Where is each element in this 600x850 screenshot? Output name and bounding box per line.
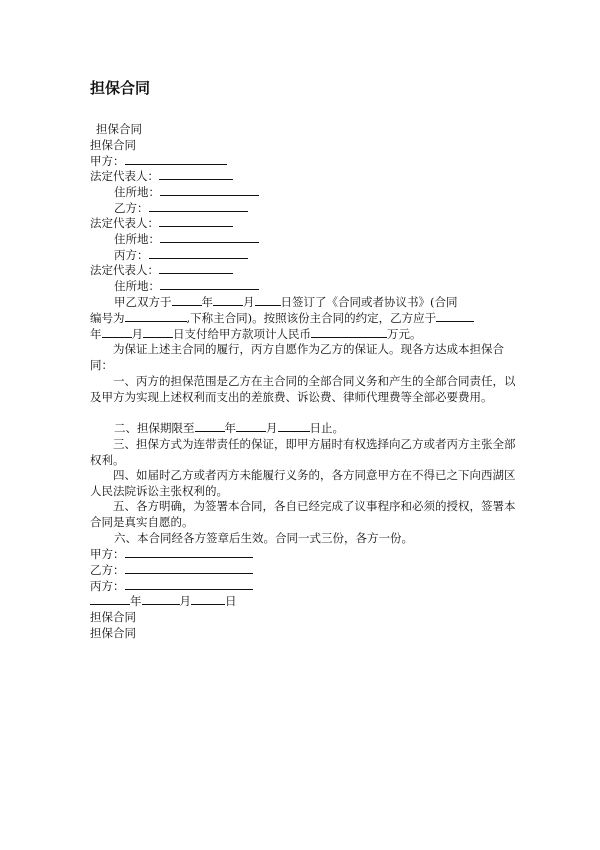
p1-month-blank[interactable] bbox=[213, 294, 243, 306]
party-a-rep-line bbox=[90, 168, 520, 184]
document-title: 担保合同 bbox=[90, 79, 151, 97]
party-a-address-blank[interactable] bbox=[160, 184, 259, 196]
p1-day-blank[interactable] bbox=[255, 294, 281, 306]
p1-text-10: 万元。 bbox=[387, 327, 422, 341]
clause-6: 六、本合同经各方签章后生效。合同一式三份，各方一份。 bbox=[114, 531, 413, 545]
p1-text-4: 日签订了《合同或者协议书》(合同 bbox=[280, 295, 458, 309]
party-a-address-label: 住所地： bbox=[114, 185, 160, 199]
party-b-address-line bbox=[114, 231, 544, 247]
p1-text-6: ,下称主合同)。按照该份主合同的约定，乙方应于 bbox=[186, 311, 437, 325]
clause-2 bbox=[114, 420, 544, 436]
sign-a-blank[interactable] bbox=[125, 546, 253, 558]
party-b-rep-label: 法定代表人： bbox=[90, 216, 159, 230]
p1-pay-day-blank[interactable] bbox=[143, 326, 173, 338]
party-a-label: 甲方： bbox=[90, 154, 125, 168]
clause-4: 四、如届时乙方或者丙方未能履行义务的，各方同意甲方在不得已之下向西湖区人民法院诉讼主张权利的。 bbox=[90, 468, 516, 498]
sign-year-label: 年 bbox=[130, 594, 142, 608]
p1-text-2: 年 bbox=[201, 295, 213, 309]
p1-amount-blank[interactable] bbox=[311, 326, 387, 338]
party-b-rep-blank[interactable] bbox=[159, 215, 233, 227]
clause-2-text-4: 日止。 bbox=[309, 421, 344, 435]
party-b-address-blank[interactable] bbox=[160, 231, 259, 243]
sign-day-label: 日 bbox=[225, 594, 237, 608]
p1-text-7: 年 bbox=[90, 327, 102, 341]
header-line-2: 担保合同 bbox=[90, 138, 136, 152]
party-c-address-label: 住所地： bbox=[114, 279, 160, 293]
party-c-rep-blank[interactable] bbox=[159, 262, 233, 274]
footer-line-1: 担保合同 bbox=[90, 610, 136, 624]
party-c-address-line bbox=[114, 278, 544, 294]
p1-text-3: 月 bbox=[243, 295, 255, 309]
clause-2-month-blank[interactable] bbox=[236, 420, 266, 432]
clause-2-text-1: 二、担保期限至 bbox=[114, 421, 195, 435]
clause-2-text-3: 月 bbox=[266, 421, 278, 435]
footer-line-2: 担保合同 bbox=[90, 626, 136, 640]
p1-line-2 bbox=[90, 310, 520, 326]
sign-day-blank[interactable] bbox=[191, 593, 225, 605]
sign-year-blank[interactable] bbox=[90, 593, 130, 605]
party-c-line bbox=[114, 247, 544, 263]
header-line-1: 担保合同 bbox=[96, 122, 142, 136]
party-c-rep-label: 法定代表人： bbox=[90, 263, 159, 277]
p1-line-3 bbox=[90, 326, 520, 342]
party-b-address-label: 住所地： bbox=[114, 232, 160, 246]
sign-a-label: 甲方： bbox=[90, 547, 125, 561]
sign-month-label: 月 bbox=[179, 594, 191, 608]
sign-month-blank[interactable] bbox=[142, 593, 180, 605]
sign-b-line bbox=[90, 562, 520, 578]
p1-pay-month-blank[interactable] bbox=[102, 326, 132, 338]
p1-year-blank[interactable] bbox=[172, 294, 202, 306]
party-a-line bbox=[90, 153, 520, 169]
p1-text-5: 编号为 bbox=[90, 311, 125, 325]
p1-number-blank[interactable] bbox=[125, 310, 187, 322]
party-a-address-line bbox=[114, 184, 544, 200]
party-c-label: 丙方： bbox=[114, 248, 149, 262]
party-a-rep-blank[interactable] bbox=[159, 168, 233, 180]
sign-date-line bbox=[90, 593, 520, 609]
paragraph-2: 为保证上述主合同的履行，丙方自愿作为乙方的保证人。现各方达成本担保合同： bbox=[90, 342, 504, 372]
p1-line-1 bbox=[114, 294, 544, 310]
sign-c-line bbox=[90, 578, 520, 594]
p1-pay-year-blank[interactable] bbox=[436, 310, 474, 322]
p1-text-9: 日支付给甲方款项计人民币 bbox=[173, 327, 311, 341]
p1-text-8: 月 bbox=[131, 327, 143, 341]
party-c-rep-line bbox=[90, 262, 520, 278]
clause-2-day-blank[interactable] bbox=[278, 420, 310, 432]
clause-1: 一、丙方的担保范围是乙方在主合同的全部合同义务和产生的全部合同责任，以及甲方为实现上述权利而支出的差旅费、诉讼费、律师代理费等全部必要费用。 bbox=[90, 374, 516, 404]
party-b-rep-line bbox=[90, 215, 520, 231]
party-b-label: 乙方： bbox=[114, 201, 149, 215]
clause-5: 五、各方明确，为签署本合同，各自已经完成了议事程序和必须的授权，签署本合同是真实自愿的。 bbox=[90, 499, 516, 529]
sign-b-blank[interactable] bbox=[125, 562, 253, 574]
party-c-address-blank[interactable] bbox=[160, 278, 259, 290]
sign-c-blank[interactable] bbox=[125, 578, 253, 590]
party-a-blank[interactable] bbox=[125, 153, 227, 165]
party-b-blank[interactable] bbox=[149, 200, 248, 212]
sign-c-label: 丙方： bbox=[90, 579, 125, 593]
clause-3: 三、担保方式为连带责任的保证，即甲方届时有权选择向乙方或者丙方主张全部权利。 bbox=[90, 437, 516, 467]
clause-2-year-blank[interactable] bbox=[195, 420, 225, 432]
sign-b-label: 乙方： bbox=[90, 563, 125, 577]
party-b-line bbox=[114, 200, 544, 216]
p1-text-1: 甲乙双方于 bbox=[114, 295, 172, 309]
clause-2-text-2: 年 bbox=[224, 421, 236, 435]
party-c-blank[interactable] bbox=[149, 247, 248, 259]
party-a-rep-label: 法定代表人： bbox=[90, 169, 159, 183]
sign-a-line bbox=[90, 546, 520, 562]
